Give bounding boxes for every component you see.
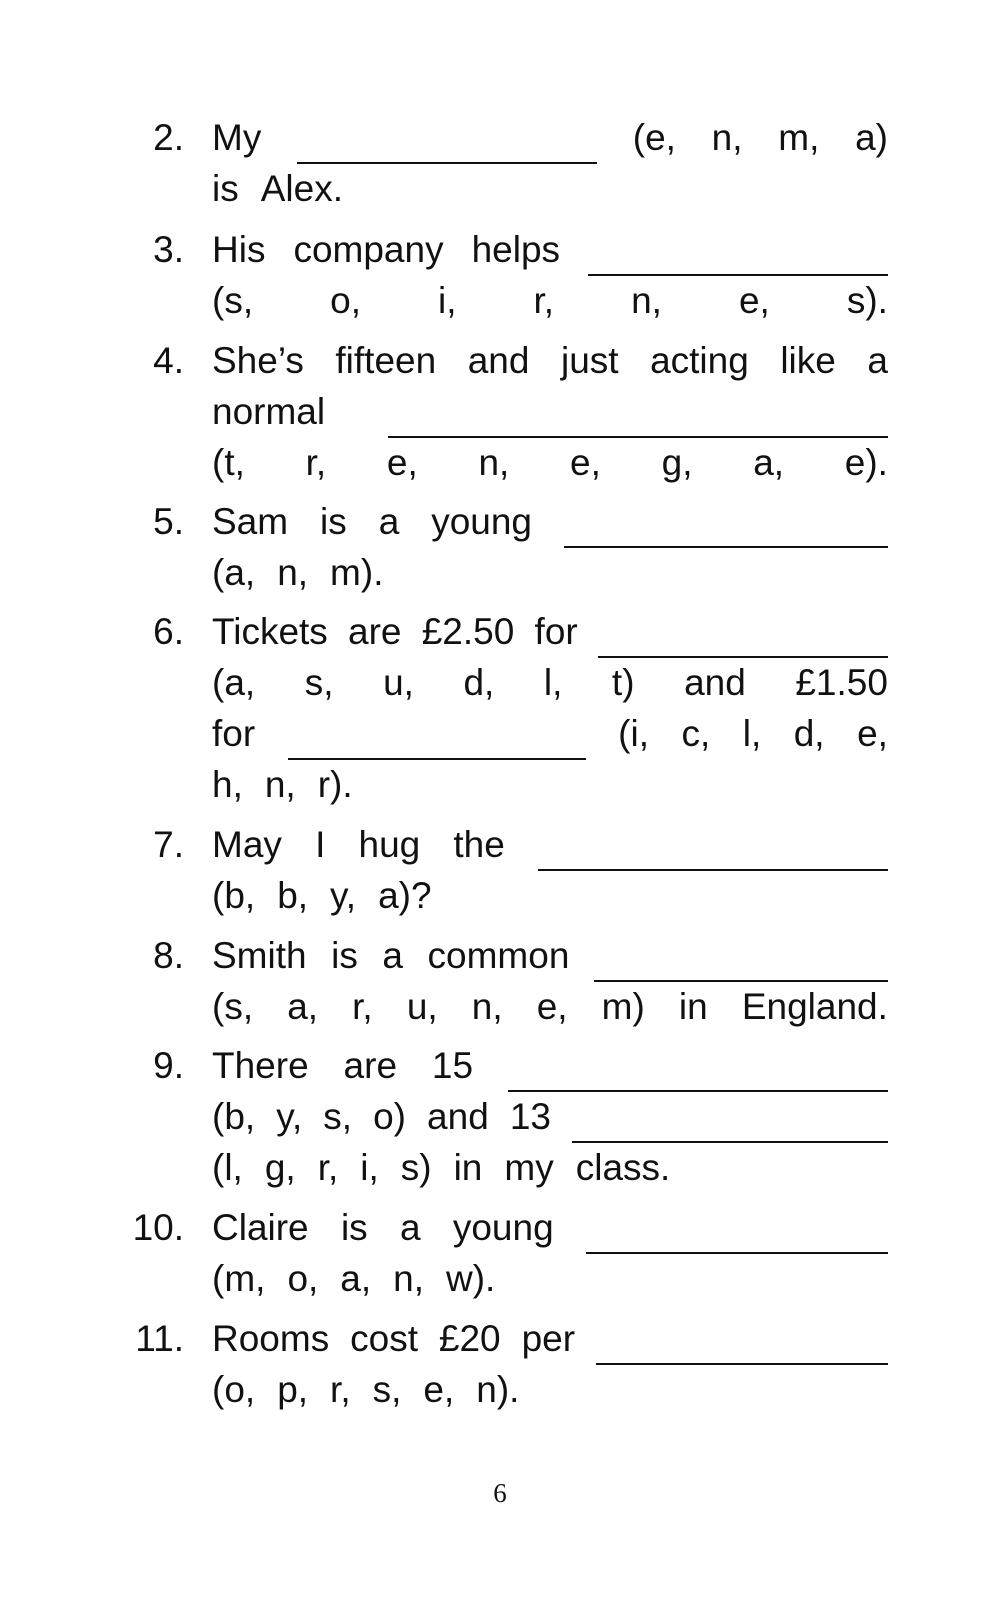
- answer-blank[interactable]: [508, 1050, 888, 1092]
- word: a: [382, 935, 403, 976]
- item-number: 10.: [132, 1207, 184, 1248]
- item-number: 8.: [153, 935, 184, 976]
- word: Tickets: [212, 611, 328, 652]
- word: per: [521, 1318, 576, 1359]
- answer-blank[interactable]: [288, 718, 586, 760]
- word: r,: [305, 442, 327, 483]
- item-number: 7.: [153, 824, 184, 865]
- word: is: [320, 501, 347, 542]
- word: c,: [681, 713, 711, 754]
- word: hug: [358, 824, 421, 865]
- word: Rooms: [212, 1318, 330, 1359]
- sentence-line: [212, 657, 888, 709]
- word: Smith: [212, 935, 307, 976]
- word: is: [340, 1207, 368, 1248]
- word: y,: [330, 875, 357, 916]
- word: a: [867, 340, 888, 381]
- sentence-line: [212, 930, 888, 982]
- item-number: 3.: [153, 229, 184, 270]
- word: for: [212, 713, 256, 754]
- word: normal: [212, 391, 326, 432]
- sentence-line: [212, 759, 888, 811]
- word: common: [427, 935, 570, 976]
- word: a: [378, 501, 400, 542]
- sentence-line: [212, 1142, 888, 1194]
- word: (b,: [212, 1096, 256, 1137]
- word: £2.50: [421, 611, 515, 652]
- word: e,: [738, 280, 770, 321]
- word: I: [315, 824, 326, 865]
- word: m).: [330, 552, 384, 593]
- word: n,: [393, 1258, 425, 1299]
- word: and: [467, 340, 530, 381]
- word: e,: [423, 1369, 455, 1410]
- sentence-line: [212, 708, 888, 760]
- word: £1.50: [795, 662, 888, 703]
- word: (e,: [632, 117, 676, 158]
- item-number: 9.: [153, 1045, 184, 1086]
- word: (b,: [212, 875, 256, 916]
- word: a)?: [378, 875, 432, 916]
- word: £20: [438, 1318, 501, 1359]
- word: o,: [330, 280, 361, 321]
- word: May: [212, 824, 282, 865]
- word: s): [400, 1147, 432, 1188]
- word: e,: [386, 442, 418, 483]
- answer-blank[interactable]: [586, 1212, 888, 1254]
- sentence-line: [212, 437, 888, 489]
- word: r,: [533, 280, 555, 321]
- sentence-line: [212, 870, 888, 922]
- sentence-line: [212, 224, 888, 276]
- word: o,: [287, 1258, 319, 1299]
- word: are: [343, 1045, 398, 1086]
- sentence-line: [212, 335, 888, 387]
- word: w).: [446, 1258, 496, 1299]
- word: a: [399, 1207, 421, 1248]
- item-number: 11.: [135, 1318, 184, 1359]
- sentence-line: [212, 1253, 888, 1305]
- word: for: [534, 611, 578, 652]
- word: i,: [438, 280, 457, 321]
- word: t): [611, 662, 635, 703]
- word: m): [601, 986, 645, 1027]
- sentence-line: [212, 1202, 888, 1254]
- word: n).: [476, 1369, 520, 1410]
- word: (i,: [618, 713, 649, 754]
- word: u,: [406, 986, 438, 1027]
- answer-blank[interactable]: [594, 940, 888, 982]
- word: n,: [264, 764, 296, 805]
- word: a): [855, 117, 888, 158]
- word: (a,: [212, 662, 256, 703]
- word: o): [373, 1096, 407, 1137]
- sentence-line: [212, 547, 888, 599]
- word: in: [453, 1147, 483, 1188]
- sentence-line: [212, 163, 888, 215]
- word: d,: [793, 713, 825, 754]
- item-number: 5.: [153, 501, 184, 542]
- answer-blank[interactable]: [564, 506, 888, 548]
- word: d,: [463, 662, 495, 703]
- word: cost: [350, 1318, 418, 1359]
- word: She’s: [212, 340, 304, 381]
- word: (l,: [212, 1147, 243, 1188]
- word: h,: [212, 764, 243, 805]
- sentence-line: [212, 1040, 888, 1092]
- sentence-line: [212, 1364, 888, 1416]
- word: just: [560, 340, 619, 381]
- sentence-line: [212, 606, 888, 658]
- word: a,: [340, 1258, 372, 1299]
- word: a,: [287, 986, 319, 1027]
- word: Claire: [212, 1207, 309, 1248]
- word: l,: [742, 713, 762, 754]
- word: (s,: [212, 280, 254, 321]
- word: and: [427, 1096, 489, 1137]
- word: e,: [570, 442, 601, 483]
- item-number: 4.: [153, 340, 184, 381]
- word: 13: [509, 1096, 551, 1137]
- sentence-line: [212, 1313, 888, 1365]
- word: young: [452, 1207, 554, 1248]
- word: i,: [360, 1147, 379, 1188]
- word: There: [212, 1045, 309, 1086]
- sentence-line: [212, 275, 888, 327]
- word: My: [212, 117, 262, 158]
- word: n,: [277, 552, 309, 593]
- word: is: [331, 935, 358, 976]
- word: class.: [575, 1147, 671, 1188]
- answer-blank[interactable]: [538, 829, 888, 871]
- sentence-line: [212, 496, 888, 548]
- word: my: [504, 1147, 554, 1188]
- word: e,: [857, 713, 888, 754]
- word: (m,: [212, 1258, 266, 1299]
- word: England.: [741, 986, 888, 1027]
- word: g,: [264, 1147, 296, 1188]
- word: e).: [844, 442, 888, 483]
- answer-blank[interactable]: [588, 234, 888, 276]
- word: y,: [276, 1096, 303, 1137]
- word: s,: [372, 1369, 402, 1410]
- word: company: [293, 229, 444, 270]
- page-number: 6: [493, 1478, 507, 1508]
- word: acting: [650, 340, 749, 381]
- answer-blank[interactable]: [572, 1101, 888, 1143]
- word: s,: [304, 662, 334, 703]
- word: (a,: [212, 552, 256, 593]
- sentence-line: [212, 819, 888, 871]
- word: the: [453, 824, 505, 865]
- word: s).: [846, 280, 888, 321]
- word: m,: [778, 117, 820, 158]
- sentence-line: [212, 981, 888, 1033]
- word: young: [431, 501, 533, 542]
- word: like: [780, 340, 836, 381]
- word: r,: [317, 1147, 339, 1188]
- word: a,: [753, 442, 785, 483]
- item-number: 2.: [153, 117, 184, 158]
- word: Alex.: [260, 168, 343, 209]
- word: r,: [352, 986, 373, 1027]
- word: e,: [536, 986, 568, 1027]
- word: n,: [471, 986, 503, 1027]
- word: are: [348, 611, 402, 652]
- answer-blank[interactable]: [598, 616, 888, 658]
- word: g,: [661, 442, 693, 483]
- word: (s,: [212, 986, 254, 1027]
- word: 15: [431, 1045, 474, 1086]
- word: helps: [471, 229, 561, 270]
- word: u,: [383, 662, 414, 703]
- word: n,: [631, 280, 662, 321]
- word: n,: [711, 117, 743, 158]
- word: is: [212, 168, 239, 209]
- sentence-line: [212, 112, 888, 164]
- item-number: 6.: [153, 611, 184, 652]
- word: in: [678, 986, 708, 1027]
- word: s,: [323, 1096, 353, 1137]
- word: fifteen: [335, 340, 437, 381]
- word: Sam: [212, 501, 289, 542]
- word: p,: [277, 1369, 309, 1410]
- sentence-line: [212, 386, 888, 438]
- word: and: [684, 662, 746, 703]
- answer-blank[interactable]: [388, 396, 888, 438]
- word: l,: [543, 662, 563, 703]
- word: b,: [277, 875, 309, 916]
- word: (o,: [212, 1369, 256, 1410]
- word: n,: [478, 442, 510, 483]
- word: r,: [330, 1369, 351, 1410]
- sentence-line: [212, 1091, 888, 1143]
- word: His: [212, 229, 266, 270]
- answer-blank[interactable]: [297, 122, 597, 164]
- word: (t,: [212, 442, 245, 483]
- answer-blank[interactable]: [596, 1323, 888, 1365]
- word: r).: [317, 764, 353, 805]
